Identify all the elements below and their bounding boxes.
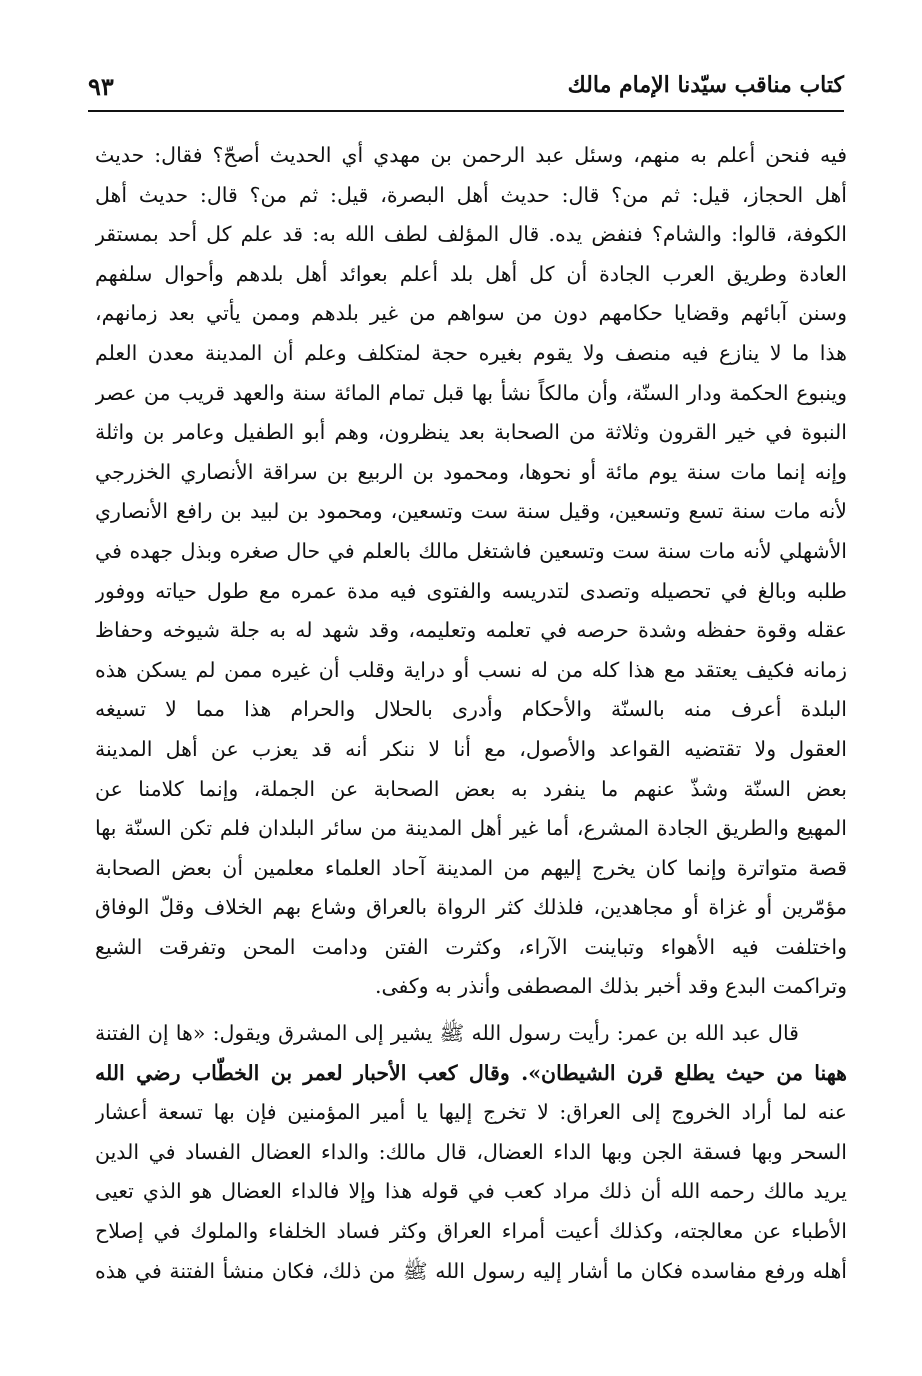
text-line: عنه لما أراد الخروج إلى العراق: لا تخرج إليها يا أمير المؤمنين فإن بها تسعة أعشار xyxy=(95,1100,847,1125)
text-line: هذا ما لا ينازع فيه منصف ولا يقوم بغيره حجة لمتكلف وعلم أن المدينة معدن العلم xyxy=(95,340,847,365)
text-line: أهله ورفع مفاسده فكان ما أشار إليه رسول الله ﷺ من ذلك، فكان منشأ الفتنة في هذه xyxy=(95,1258,847,1283)
text-line: ههنا من حيث يطلع قرن الشيطان». وقال كعب الأحبار لعمر بن الخطّاب رضي الله xyxy=(95,1060,847,1085)
text-line: بعض السنّة وشذّ عنهم ما ينفرد به بعض الصحابة عن الجملة، وإنما كلامنا عن xyxy=(95,776,847,801)
text-line: المهيع والطريق الجادة المشرع، أما غير أهل المدينة من سائر البلدان فلم تكن السنّة بها xyxy=(95,816,847,841)
paragraph-1 xyxy=(95,136,847,1007)
text-line: مؤمّرين أو غزاة أو مجاهدين، فلذلك كثر الرواة بالعراق وشاع بهم الخلاف وقلّ الوفاق xyxy=(95,895,847,920)
paragraph-gap xyxy=(95,1007,847,1014)
text-line: يريد مالك رحمه الله أن ذلك مراد كعب في قوله هذا وإلا فالداء العضال هو الذي تعيى xyxy=(95,1179,847,1204)
page-header xyxy=(88,70,844,112)
text-line: السحر وبها فسقة الجن وبها الداء العضال، قال مالك: والداء العضال الفساد في الدين xyxy=(95,1139,847,1164)
text-line: قال عبد الله بن عمر: رأيت رسول الله ﷺ يشير إلى المشرق ويقول: «ها إن الفتنة xyxy=(95,1021,799,1046)
page-number: ٩٣ xyxy=(88,72,114,101)
text-line: أهل الحجاز، قيل: ثم من؟ قال: حديث أهل البصرة، قيل: ثم من؟ قال: حديث أهل xyxy=(95,182,847,207)
text-line: لأنه مات سنة تسع وتسعين، وقيل سنة ست وتسعين، ومحمود بن لبيد بن رافع الأنصاري xyxy=(95,499,847,524)
text-line: زمانه فكيف يعتقد مع هذا كله من له نسب أو دراية وقلب أن غيره ممن لم يسكن هذه xyxy=(95,657,847,682)
text-line: النبوة في خير القرون وثلاثة من الصحابة بعد ينظرون، وهم أبو الطفيل وعامر بن واثلة xyxy=(95,420,847,445)
body-text xyxy=(95,136,847,1291)
text-line: الأطباء عن معالجته، وكذلك أعيت أمراء العراق وكثر فساد الخلفاء والملوك في إصلاح xyxy=(95,1219,847,1244)
text-line: وتراكمت البدع وقد أخبر بذلك المصطفى وأنذر به وكفى. xyxy=(374,974,847,999)
text-line: وينبوع الحكمة ودار السنّة، وأن مالكاً نشأ بها قبل تمام المائة سنة والعهد قريب من عصر xyxy=(95,380,847,405)
text-line: قصة متواترة وإنما كان يخرج إليهم من المدينة آحاد العلماء معلمين أن بعض الصحابة xyxy=(95,855,847,880)
text-line: طلبه وبالغ في تحصيله وتصدى لتدريسه والفتوى فيه مدة عمره مع طول حياته ووفور xyxy=(95,578,847,603)
text-line: العقول ولا تقتضيه القواعد والأصول، مع أنا لا ننكر أنه قد يعزب عن أهل المدينة xyxy=(95,736,847,761)
text-line: البلدة أعرف منه بالسنّة والأحكام وأدرى بالحلال والحرام هذا مما لا تسيغه xyxy=(95,697,847,722)
paragraph-2 xyxy=(95,1014,847,1291)
text-line: العادة وطريق العرب الجادة أن كل أهل بلد أعلم بعوائد أهل بلدهم وأحوال سلفهم xyxy=(95,261,847,286)
text-line: عقله وقوة حفظه وشدة حرصه في تعلمه وتعليمه، وقد شهد له به جلة شيوخه وحفاظ xyxy=(95,618,847,643)
text-line: الكوفة، قالوا: والشام؟ فنفض يده. قال المؤلف لطف الله به: قد علم كل أحد بمستقر xyxy=(95,222,847,247)
text-line: وسنن آبائهم وقضايا حكامهم دون من سواهم من غير بلدهم وممن يأتي بعد زمانهم، xyxy=(95,301,847,326)
text-line: واختلفت فيه الأهواء وتباينت الآراء، وكثرت الفتن ودامت المحن وتفرقت الشيع xyxy=(95,934,847,959)
text-line: فيه فنحن أعلم به منهم، وسئل عبد الرحمن بن مهدي أي الحديث أصحّ؟ فقال: حديث xyxy=(95,143,847,167)
running-title: كتاب مناقب سيّدنا الإمام مالك xyxy=(567,72,844,98)
text-line: وإنه إنما مات سنة يوم مائة أو نحوها، ومحمود بن الربيع بن سراقة الأنصاري الخزرجي xyxy=(95,459,847,484)
text-line: الأشهلي لأنه مات سنة ست وتسعين فاشتغل مالك بالعلم في حال صغره وبذل جهده في xyxy=(95,538,847,563)
